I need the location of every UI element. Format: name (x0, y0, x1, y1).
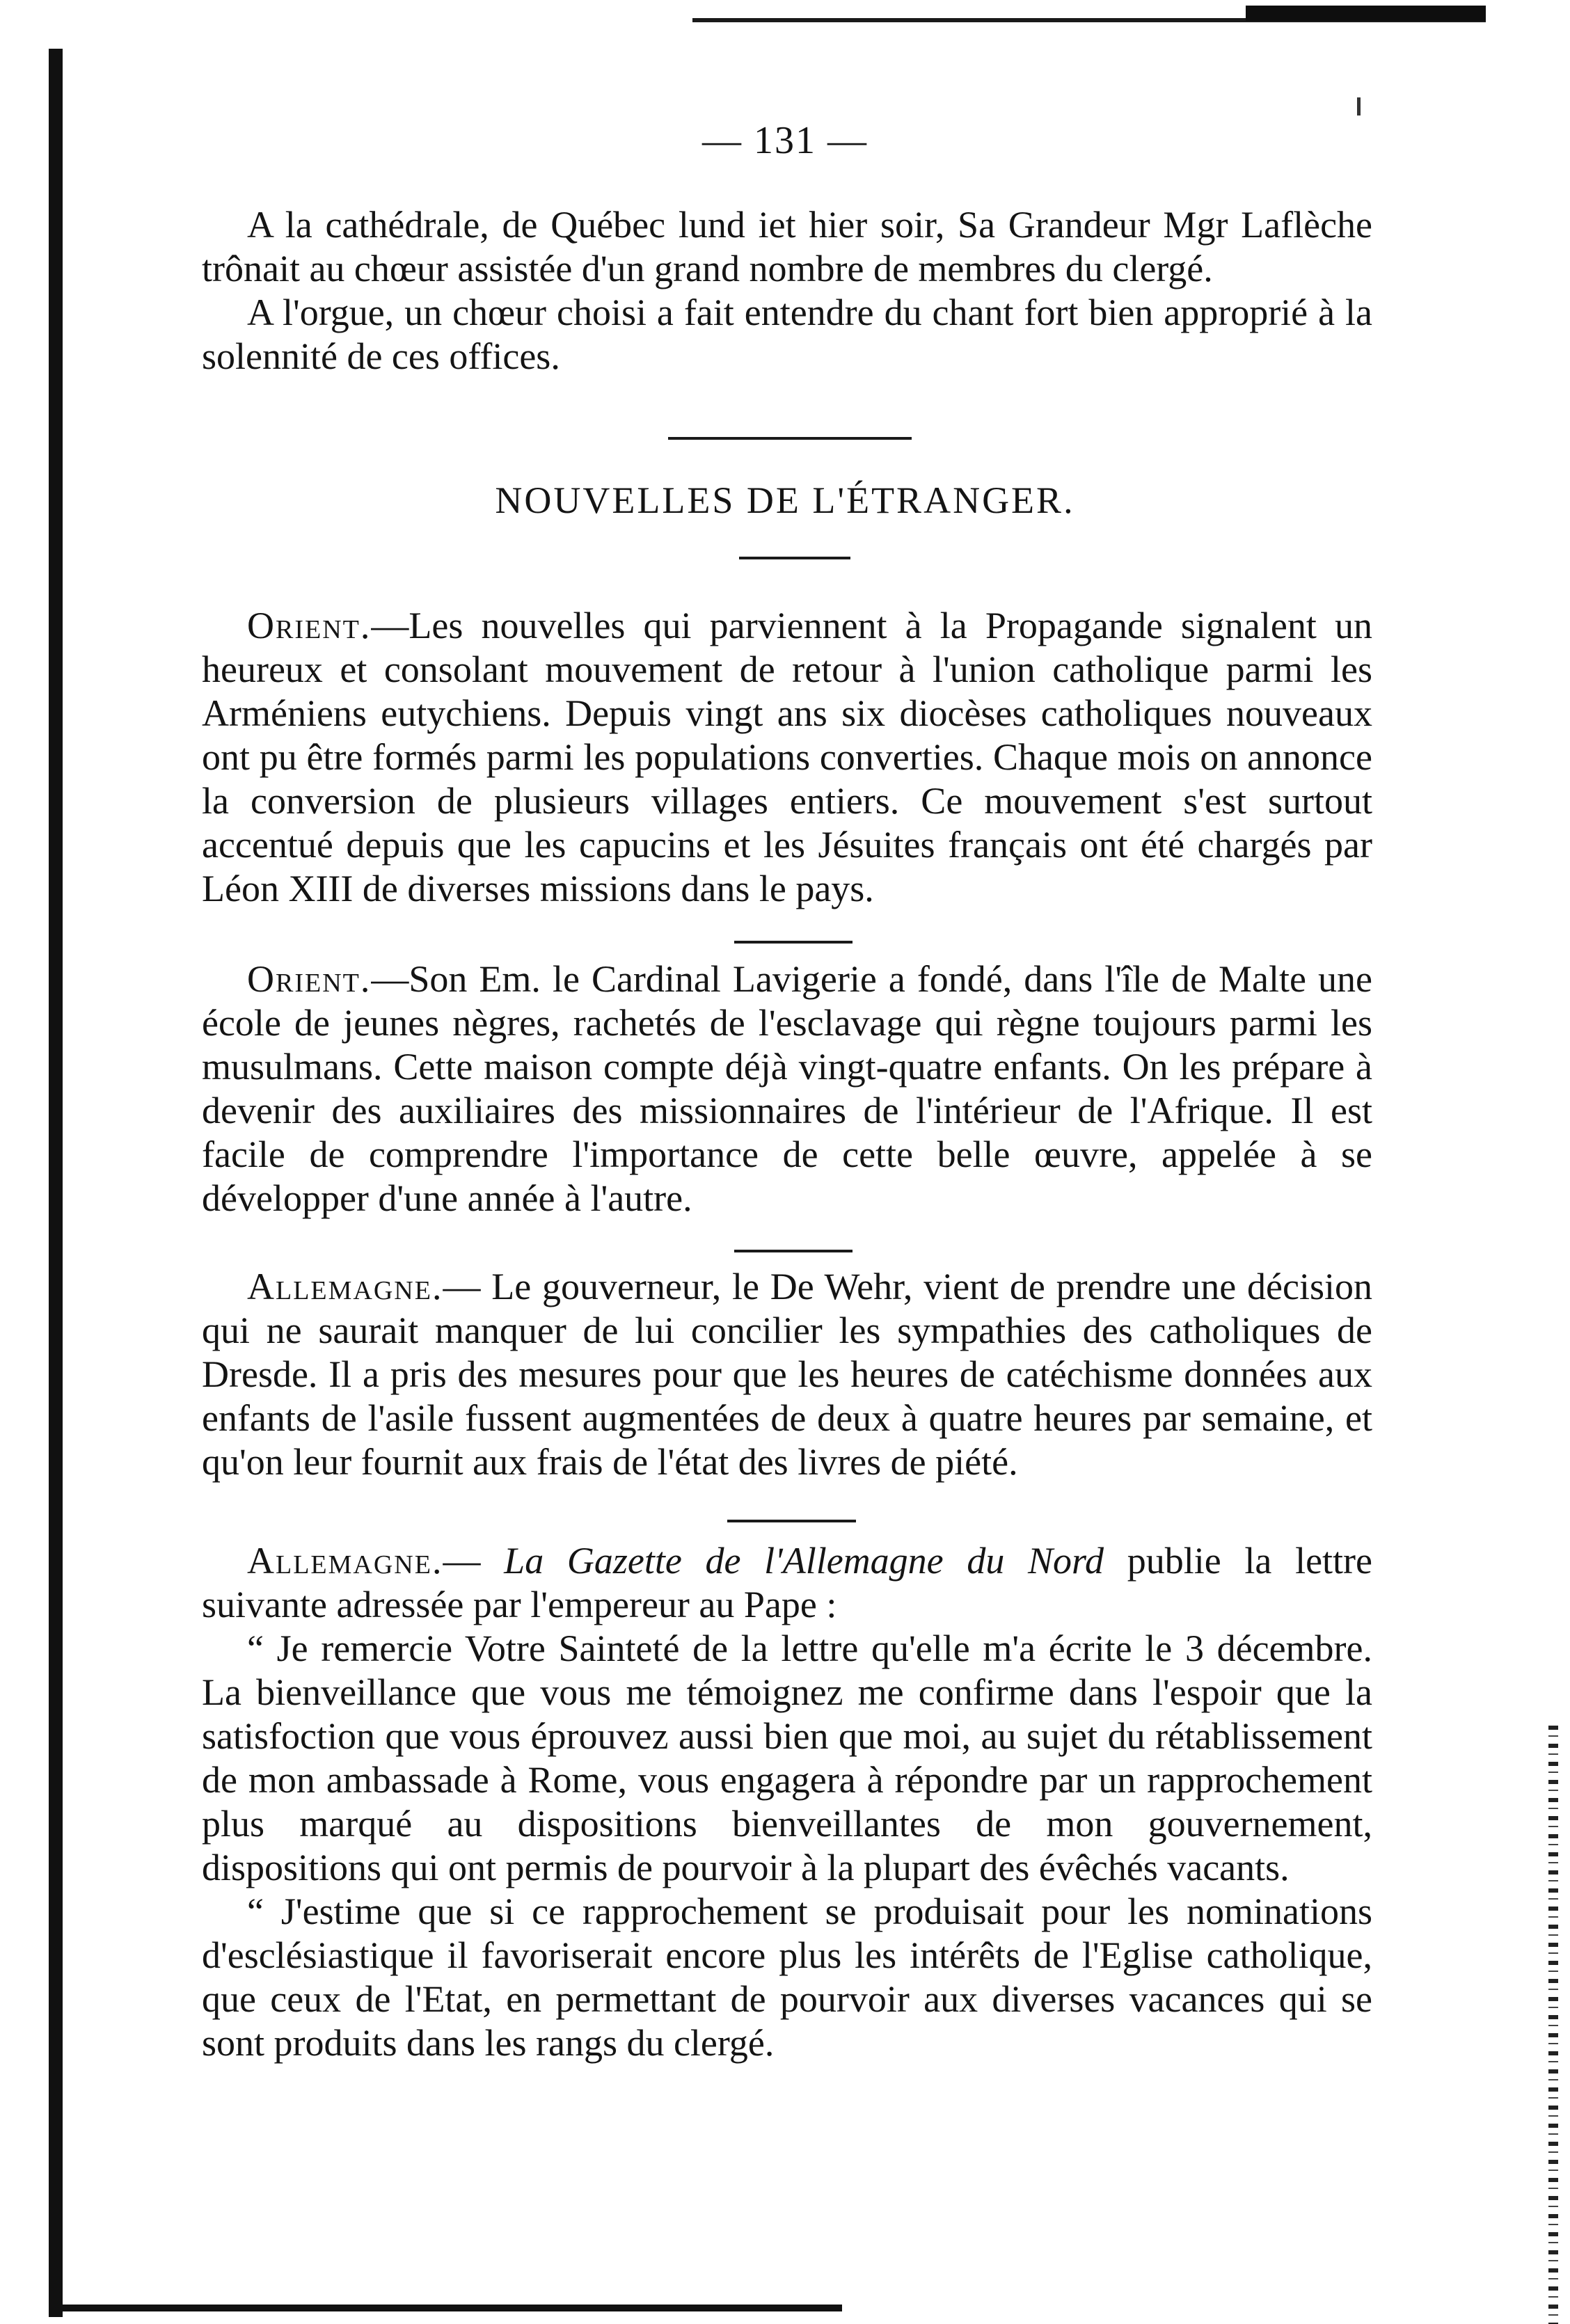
article-label: Allemagne. (247, 1540, 443, 1582)
intro-paragraph-1: A la cathédrale, de Québec lund iet hier soir, Sa Grandeur Mgr Laflèche trônait au chœur assistée d'un grand nombre de membres du clergé. (202, 204, 1372, 289)
article-dash: — (443, 1540, 505, 1582)
bottom-border (63, 2305, 842, 2311)
top-rule-thick (1246, 6, 1486, 21)
separator-rule (727, 1520, 856, 1522)
intro-block (202, 203, 1372, 379)
letter-paragraph-1: “ Je remercie Votre Sainteté de la lettre qu'elle m'a écrite le 3 décembre. La bienveillance que vous me témoignez me confirme dans l'espoir que la satisfoction que vous éprouvez aussi bien que moi, au sujet du rétablissement de mon ambassade à Rome, vous engagera à répondre par un rapprochement plus marqué au dispositions bienveillantes de mon gouvernement, dispositions qui ont permis de pourvoir à la plupart des évêchés vacants. (202, 1627, 1372, 1888)
section-title: NOUVELLES DE L'ÉTRANGER. (495, 479, 1075, 521)
right-edge-speckle (1548, 1726, 1558, 2324)
article-label: Allemagne. (247, 1266, 443, 1307)
article-label: Orient. (247, 958, 372, 1000)
article-text: publie la lettre suivante adressée par l'empereur au Pape : (202, 1540, 1372, 1625)
page-number: — 131 — (702, 119, 868, 162)
article-orient-2 (202, 957, 1372, 1220)
article-text: —Son Em. le Cardinal Lavigerie a fondé, dans l'île de Malte une école de jeunes nègres, rachetés de l'esclavage qui règne toujours parmi les musulmans. Cette maison compte déjà vingt-quatre enfants. On les prépare à devenir des auxiliaires des missionnaires de l'intérieur de l'Afrique. Il est facile de comprendre l'importance de cette belle œuvre, appelée à se développer d'une année à l'autre. (202, 958, 1372, 1219)
article-text: —Les nouvelles qui parviennent à la Propagande signalent un heureux et consolant mouvement de retour à l'union catholique parmi les Arméniens eutychiens. Depuis vingt ans six diocèses catholiques nouveaux ont pu être formés parmi les populations converties. Chaque mois on annonce la conversion de plusieurs villages entiers. Ce mouvement s'est surtout accentué depuis que les capucins et les Jésuites français ont été chargés par Léon XIII de diverses missions dans le pays. (202, 605, 1372, 909)
article-allemagne-2 (202, 1539, 1372, 2065)
article-allemagne-1 (202, 1265, 1372, 1484)
article-text: — Le gouverneur, le De Wehr, vient de prendre une décision qui ne saurait manquer de lui concilier les sympathies des catholiques de Dresde. Il a pris des mesures pour que les heures de catéchisme données aux enfants de l'asile fussent augmentées de deux à quatre heures par semaine, et qu'on leur fournit aux frais de l'état des livres de piété. (202, 1266, 1372, 1483)
article-orient-1 (202, 604, 1372, 911)
scan-speck (1357, 97, 1361, 116)
intro-paragraph-2: A l'orgue, un chœur choisi a fait entendre du chant fort bien approprié à la solennité de ces offices. (202, 292, 1372, 377)
separator-rule (668, 437, 912, 440)
letter-paragraph-2: “ J'estime que si ce rapprochement se produisait pour les nominations d'esclésiastique il favoriserait encore plus les intérêts de l'Eglise catholique, que ceux de l'Etat, en permettant de pourvoir aux diverses vacances qui se sont produits dans les rangs du clergé. (202, 1891, 1372, 2064)
newspaper-title: La Gazette de l'Allemagne du Nord (504, 1540, 1104, 1582)
separator-rule (734, 941, 853, 944)
left-border (49, 49, 63, 2317)
article-label: Orient. (247, 605, 372, 646)
separator-rule (734, 1250, 853, 1252)
separator-rule (739, 557, 850, 559)
